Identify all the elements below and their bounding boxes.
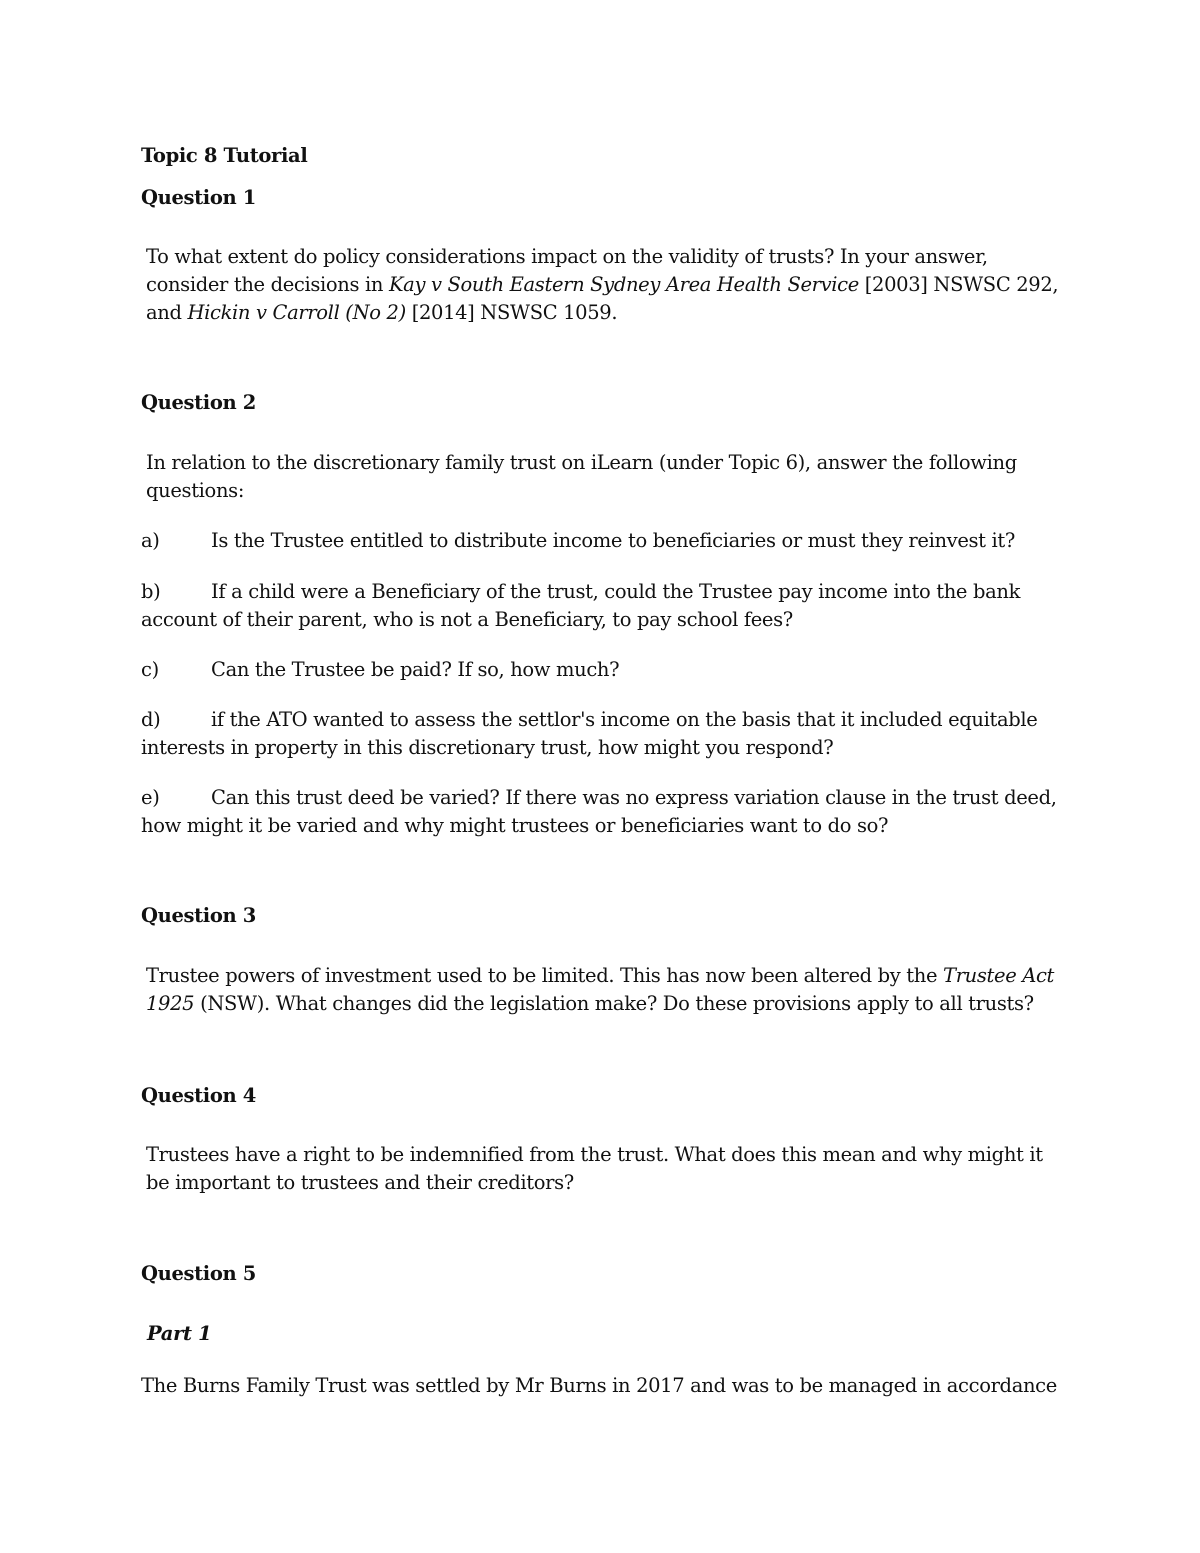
item-label: c) xyxy=(141,658,159,681)
item-text: Is the Trustee entitled to distribute income to beneficiaries or must they reinvest it? xyxy=(211,529,1015,552)
question-2-item-a xyxy=(141,527,1066,555)
question-3-heading: Question 3 xyxy=(141,904,257,927)
question-1-text-part: [2014] NSWSC 1059. xyxy=(405,301,618,324)
question-1-text-part: [2003] NSWSC 292, and xyxy=(146,273,1059,324)
question-1-text-part: To what extent do policy considerations impact on the validity of trusts? In your answer, consider the decisions in xyxy=(146,245,988,296)
document-title: Topic 8 Tutorial xyxy=(141,144,308,167)
item-text: Can the Trustee be paid? If so, how much? xyxy=(211,658,620,681)
question-2-item-e xyxy=(141,784,1066,840)
item-label: e) xyxy=(141,786,160,809)
act-name: Trustee Act 1925 xyxy=(146,964,1055,1015)
item-text: If a child were a Beneficiary of the trust, could the Trustee pay income into the bank account of their parent, who is not a Beneficiary, to pay school fees? xyxy=(141,580,1021,631)
question-1-text xyxy=(141,243,1071,327)
question-3-text xyxy=(141,962,1071,1018)
question-2-item-d xyxy=(141,706,1066,762)
item-text: Can this trust deed be varied? If there was no express variation clause in the trust deed, how might it be varied and why might trustees or beneficiaries want to do so? xyxy=(141,786,1057,837)
item-label: b) xyxy=(141,580,161,603)
question-5-part-label: Part 1 xyxy=(147,1322,212,1345)
question-2-item-c xyxy=(141,656,1066,684)
question-3-text-part: (NSW). What changes did the legislation make? Do these provisions apply to all trusts? xyxy=(194,992,1034,1015)
question-1-heading: Question 1 xyxy=(141,186,257,209)
question-2-intro: In relation to the discretionary family trust on iLearn (under Topic 6), answer the following questions: xyxy=(146,451,1017,502)
question-3-text-part: Trustee powers of investment used to be limited. This has now been altered by the xyxy=(146,964,944,987)
item-text: if the ATO wanted to assess the settlor's income on the basis that it included equitable interests in property in this discretionary trust, how might you respond? xyxy=(141,708,1038,759)
item-label: d) xyxy=(141,708,161,731)
item-label: a) xyxy=(141,529,160,552)
question-2-item-b xyxy=(141,578,1066,634)
question-4-heading: Question 4 xyxy=(141,1084,257,1107)
question-4-text: Trustees have a right to be indemnified from the trust. What does this mean and why might it be important to trustees and their creditors? xyxy=(146,1143,1043,1194)
question-5-text: The Burns Family Trust was settled by Mr Burns in 2017 and was to be managed in accordance xyxy=(141,1374,1057,1397)
case-name-hickin: Hickin v Carroll (No 2) xyxy=(187,301,406,324)
case-name-kay: Kay v South Eastern Sydney Area Health Service xyxy=(388,273,859,296)
question-5-heading: Question 5 xyxy=(141,1262,257,1285)
question-2-heading: Question 2 xyxy=(141,391,257,414)
